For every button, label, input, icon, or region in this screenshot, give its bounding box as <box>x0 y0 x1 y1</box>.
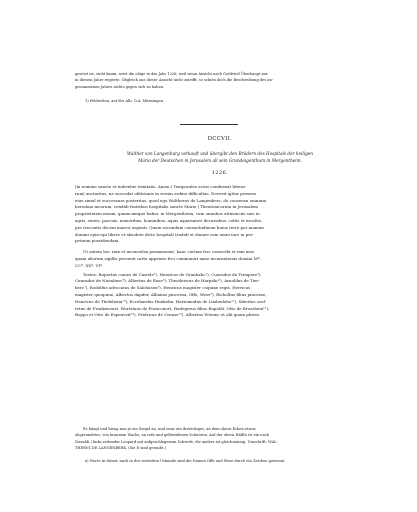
body-line: Ut autem hec rata et inconvulsa permaneant, hanc cartam feci conscribi et tam meo <box>83 249 255 255</box>
seal-description <box>75 426 365 452</box>
body-line: berc⁷), Rodolfus advocatus de Salchusen⁸), Henricus magister coquine regis, Herricus <box>75 285 251 291</box>
body-line: proprietatem meam, quamcumque habui, in Mergentheim, cum omnibus attinenciis suis in <box>75 211 260 217</box>
body-line: domini episcopi libere et absolute dicto hospitali tradidi et donavi cum omni iure in per- <box>75 231 254 237</box>
charter-body <box>75 184 365 319</box>
body-line: |In nomine sancte et individue trinitatis. Amen.| Temporales actus condirmat littera- <box>75 184 247 189</box>
paragraph-1 <box>75 184 365 245</box>
body-line: pro trecentis decem marcis argenti. Quam secundum consuetudinem huius terre per manum <box>75 224 264 230</box>
body-line: Boppo et Otto de Espenveit¹³), Fridricus de Crense¹⁴). Albertus Wirsinc et alii quam plures. <box>75 312 261 318</box>
top-continuation-text <box>75 71 365 90</box>
body-line: Cunradus de Nuenburc⁴), Albertus de Ense⁵), Theodericus de Harpahc⁶), Arnoldus de Tier- <box>75 278 260 284</box>
body-line: Testes: Rupertus comes de Castele¹), Henricus de Grunbahc²), Cunradus de Trimpere³), <box>83 271 262 277</box>
body-line: tetus de Frankenvurt, Wortzinus de Franconurt, Rudegerus filius Rupoldi, Otto de Brozzhein¹²), <box>75 305 270 311</box>
seal-line: (heraldi.) links reitender Leopard mit aufgeschlagenem Schwefe; die andere ist gleichmässig. Umschrift: WAL- <box>75 439 278 444</box>
top-line-3: genommenen Jahres nichts gegen sich zu haben. <box>75 84 165 89</box>
top-line-1: gesetzt ist, steht kaum, setzt die obige in das Jahr 1226, weil wenn Ansicht nach Gottfried Überhaupt nur <box>75 72 268 76</box>
body-line: Henricus de Theleheim¹⁰), Eccehardus Hunkelin, Hartemudus de Lindenlohe¹¹), Sibertus scul- <box>75 298 267 304</box>
paragraph-2 <box>75 249 365 269</box>
top-line-2: in diesem Jahre regierte. Obgleich aus dieser Ansicht nicht zutrifft, so schien doch die Beschreibung des an- <box>75 78 273 83</box>
body-line: rum| auctoritas, ne succedat oblivionis in rerum ordine difficultas. Noverit igitur presens <box>75 190 257 196</box>
seal-line: THERVS DE LANGENBERK. (Sie E sind geraubt.) <box>75 446 166 451</box>
body-line: petuum possidendam. <box>75 238 120 244</box>
body-line: quam aliorum sigillis presenti carte appensis feci communiri anno incarnationis domini Mº. <box>75 255 261 261</box>
title-line-2: Maria der Deutschen in Jerusalem all sein Grundeigenthum in Mergentheim. <box>138 157 302 163</box>
top-footnote: 1) Feldsetten, auf der Alb, O.A. Münsingen. <box>85 99 165 103</box>
document-title <box>75 151 365 165</box>
body-line: magister quoquine, Albertus dapifer, Albanus pincerna, Offe, Wese⁹), Richolfus filius pincerne, <box>75 291 267 297</box>
paragraph-witnesses <box>75 272 365 320</box>
body-line: heredum meorum, vendidi fratribus hospitalis sancte Marie | Theutonicorum in Jerusalem <box>75 204 258 210</box>
seal-line: Es hängt und hieng nun je ein Siegel an, und zwar ein dreieckiges, an dem obern Ecken etwas <box>83 427 256 431</box>
body-line: CCº. XXº. VIº. <box>75 262 104 268</box>
body-line: etas simul et successura posteritas, quod ego Waltherus de Langenberc, de consensu omnium <box>75 197 267 203</box>
document-number: DCCVII. <box>207 136 233 142</box>
seal-line: abgerundetes, von braunem Wachs, an roth und gelbseidenen Schnüren. Auf der obern Hälfte ist ein nach <box>75 433 270 438</box>
separator-rule <box>180 124 238 125</box>
bottom-footnote: a) Worte in dieser, nach in der vierteiten Urkunde sind die Namen Offe und Wese durch ein Zeichen getrennt. <box>85 459 286 463</box>
title-line-1: Walther von Langenburg verkauft und übergibt den Brüdern des Hospitals der heiligen <box>127 151 313 156</box>
body-line: agris, vineis, pascuis, nemoribus, hominibus, aquis aquarumve decursibus, cultis et incultis, <box>75 217 263 223</box>
document-year: 1226. <box>211 170 229 176</box>
